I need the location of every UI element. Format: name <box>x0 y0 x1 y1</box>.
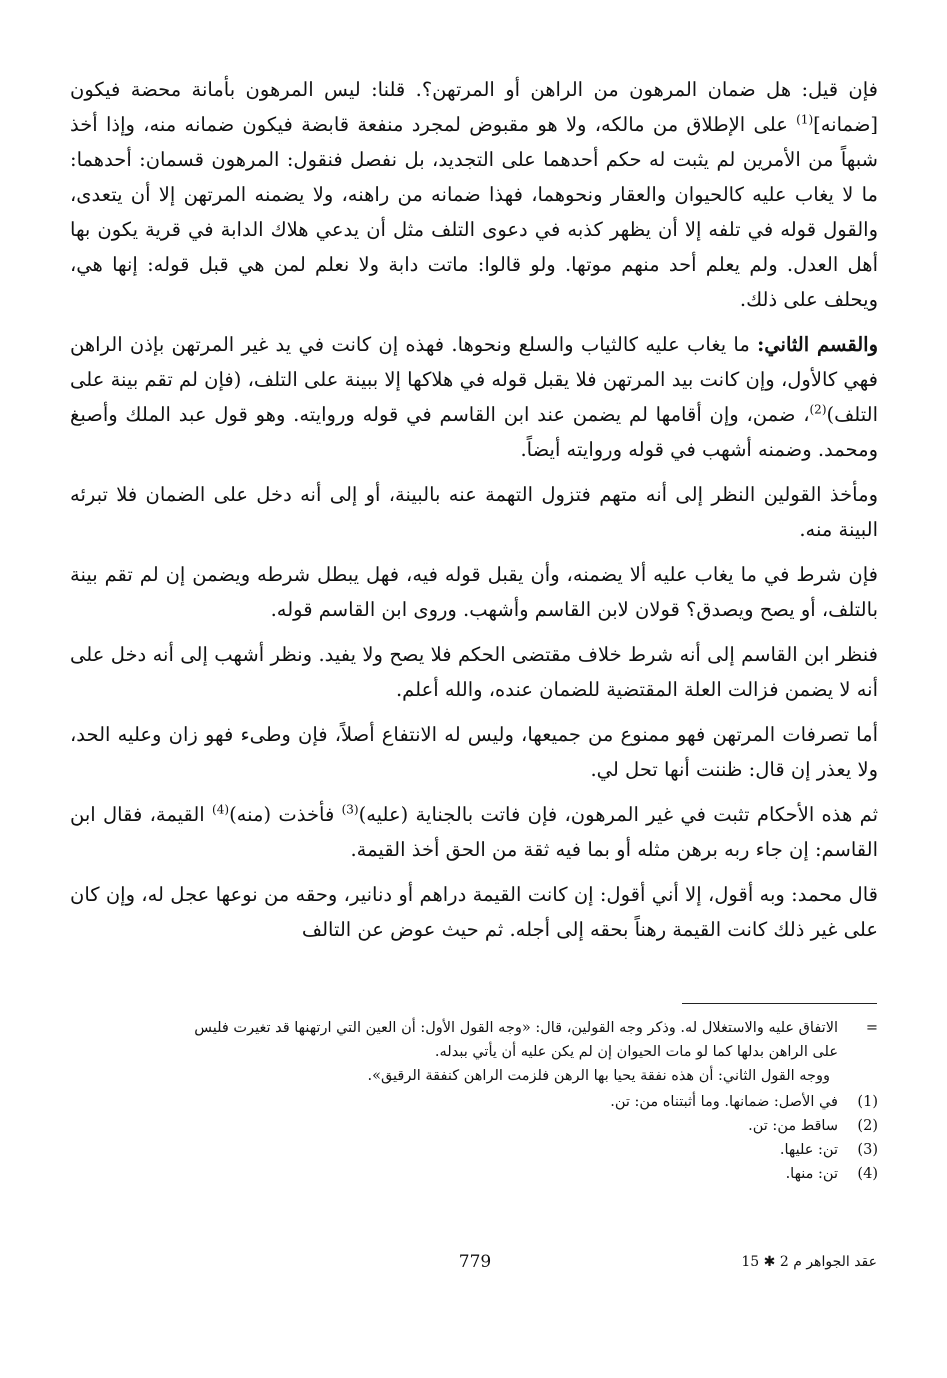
footnote-ref-4: (4) <box>212 802 230 817</box>
footnote-item <box>70 1138 878 1162</box>
section-lead-heading: والقسم الثاني: <box>757 333 878 356</box>
paragraph-7-text: ثم هذه الأحكام تثبت في غير المرهون، فإن فاتت بالجناية (عليه) <box>358 803 878 826</box>
paragraph-1 <box>70 72 878 317</box>
paragraph-2-text-rest: ، ضمن، وإن أقامها لم يضمن عند ابن القاسم في قوله وروايته. وهو قول عبد الملك وأصبغ ومحمد. وضمنه أشهب في قوله وروايته أيضاً. <box>70 403 878 461</box>
footnote-continuation-line: على الراهن بدلها كما لو مات الحيوان إن لم يكن عليه أن يأتي ببدله. <box>434 1044 838 1060</box>
footnote-item <box>70 1114 878 1138</box>
footnote-number: (1) <box>857 1094 878 1110</box>
paragraph-2 <box>70 327 878 467</box>
footnote-text: تن: منها. <box>785 1166 838 1182</box>
footnote-item <box>70 1162 878 1186</box>
footnote-text: تن: عليها. <box>779 1142 838 1158</box>
footnote-item <box>70 1090 878 1114</box>
paragraph-7-text-mid: فأخذت (منه) <box>229 803 342 826</box>
paragraph-2-text: ما يغاب عليه كالثياب والسلع ونحوها. فهذه إن كانت في يد غير المرتهن بإذن الراهن فهي كالأول، وإن كانت بيد المرتهن فلا يقبل قوله في هلاكها إلا ببينة على التلف، (فإن لم تقم بينة على التلف) <box>70 333 878 426</box>
paragraph-7 <box>70 797 878 867</box>
footnote-ref-3: (3) <box>341 802 359 817</box>
footnotes <box>70 1016 878 1186</box>
footnote-continuation-line: ووجه القول الثاني: أن هذه نفقة يحيا بها الرهن فلزمت الراهن كنفقة الرقيق». <box>367 1068 830 1084</box>
footnote-continuation-line: الاتفاق عليه والاستغلال له. وذكر وجه القولين، قال: «وجه القول الأول: أن العين التي ارتهنها قد تغيرت فليس <box>194 1020 838 1036</box>
main-text <box>70 72 878 957</box>
paragraph-1-text-rest: على الإطلاق من مالكه، ولا هو مقبوض لمجرد منفعة قابضة فيكون ضمانه منه، وإذا أخذ شبهاً من الأمرين لم يثبت له حكم أحدهما على التجديد، بل نفصل فنقول: المرهون قسمان: أحدهما: ما لا يغاب عليه كالحيوان والعقار ونحوهما، فهذا ضمانه من راهنه، ولا يضمنه المرتهن إلا أن يتعدى، والقول قوله في تلفه إلا أن يظهر كذبه في دعوى التلف مثل أن يدعي هلاك الدابة في قرية يكون بها أهل العدل. ولم يعلم أحد منهم موتها. ولو قالوا: ماتت دابة ولا نعلم لمن هي قبل قوله: إنها هي، ويحلف على ذلك. <box>70 113 878 311</box>
footnote-ref-1: (1) <box>796 112 814 127</box>
footnote-ref-2: (2) <box>809 402 827 417</box>
footnote-number: (3) <box>857 1142 878 1158</box>
footnote-number: (4) <box>857 1166 878 1182</box>
paragraph-5: فنظر ابن القاسم إلى أنه شرط خلاف مقتضى الحكم فلا يصح ولا يفيد. ونظر أشهب إلى أنه دخل على أنه لا يضمن فزالت العلة المقتضية للضمان عنده، والله أعلم. <box>70 643 879 701</box>
continuation-mark: = <box>865 1020 878 1036</box>
paragraph-7-text-rest: القيمة، فقال ابن القاسم: إن جاء ربه برهن مثله أو بما فيه ثقة من الحق أخذ القيمة. <box>70 803 878 861</box>
paragraph-1-text: فإن قيل: هل ضمان المرهون من الراهن أو المرتهن؟. قلنا: ليس المرهون بأمانة محضة فيكون [ضمانه] <box>70 78 878 136</box>
page-number: 779 <box>458 1252 492 1272</box>
printer-signature: عقد الجواهر م 2 ✱ 15 <box>741 1254 877 1270</box>
paragraph-3: ومأخذ القولين النظر إلى أنه متهم فتزول التهمة عنه بالبينة، أو إلى أنه دخل على الضمان فلا تبرئه البينة منه. <box>70 483 878 541</box>
footnote-list <box>70 1090 878 1186</box>
paragraph-4: فإن شرط في ما يغاب عليه ألا يضمنه، وأن يقبل قوله فيه، فهل يبطل شرطه ويضمن إن لم تقم بينة بالتلف، أو يصح ويصدق؟ قولان لابن القاسم وأشهب. وروى ابن القاسم قوله. <box>70 563 878 621</box>
paragraph-6: أما تصرفات المرتهن فهو ممنوع من جميعها، وليس له الانتفاع أصلاً، فإن وطىء فهو زان وعليه الحد، ولا يعذر إن قال: ظننت أنها تحل لي. <box>70 723 878 781</box>
footnote-divider <box>682 1003 877 1004</box>
paragraph-8: قال محمد: وبه أقول، إلا أني أقول: إن كانت القيمة دراهم أو دنانير، وحقه من نوعها عجل له، وإن كان على غير ذلك كانت القيمة رهناً بحقه إلى أجله. ثم حيث عوض عن التالف <box>70 883 878 941</box>
footnote-continuation <box>70 1016 878 1088</box>
footnote-text: ساقط من: تن. <box>748 1118 838 1134</box>
footnote-number: (2) <box>857 1118 878 1134</box>
footnote-text: في الأصل: ضمانها. وما أثبتناه من: تن. <box>610 1094 838 1110</box>
